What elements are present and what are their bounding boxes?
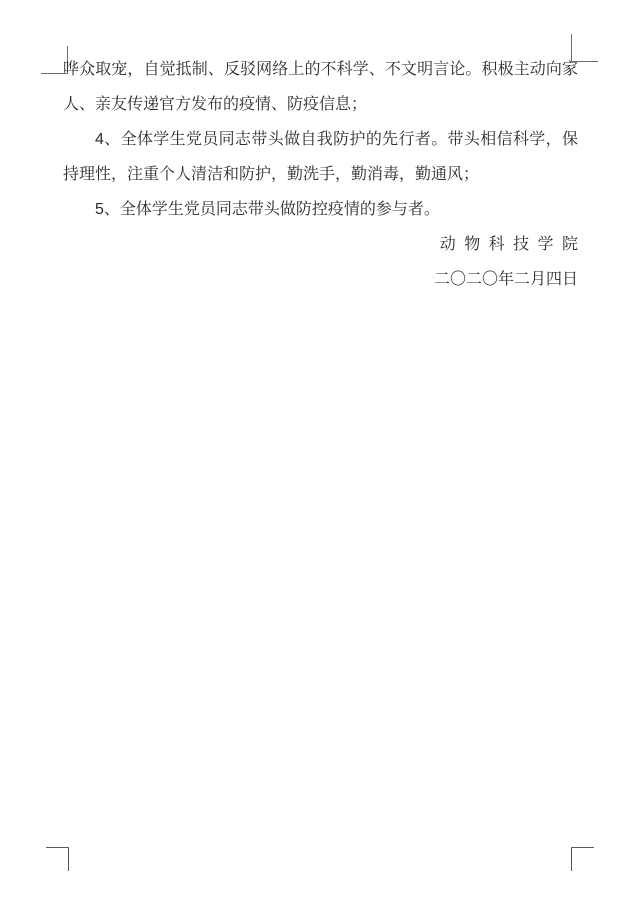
document-text-block xyxy=(63,52,578,297)
body-paragraph: 5、全体学生党员同志带头做防控疫情的参与者。 xyxy=(95,201,440,218)
body-paragraph: 4、全体学生党员同志带头做自我防护的先行者。带头相信科学，保持理性，注重个人清洁和防护，勤洗手，勤消毒，勤通风； xyxy=(63,131,578,183)
margin-crop-mark-bottom-left xyxy=(46,847,69,871)
margin-crop-mark-bottom-right xyxy=(571,847,594,871)
signature-line: 动 物 科 技 学 院 xyxy=(439,236,578,253)
date-line: 二〇二〇年二月四日 xyxy=(433,271,578,288)
body-paragraph: 哗众取宠，自觉抵制、反驳网络上的不科学、不文明言论。积极主动向家人、亲友传递官方发布的疫情、防疫信息； xyxy=(63,61,578,113)
